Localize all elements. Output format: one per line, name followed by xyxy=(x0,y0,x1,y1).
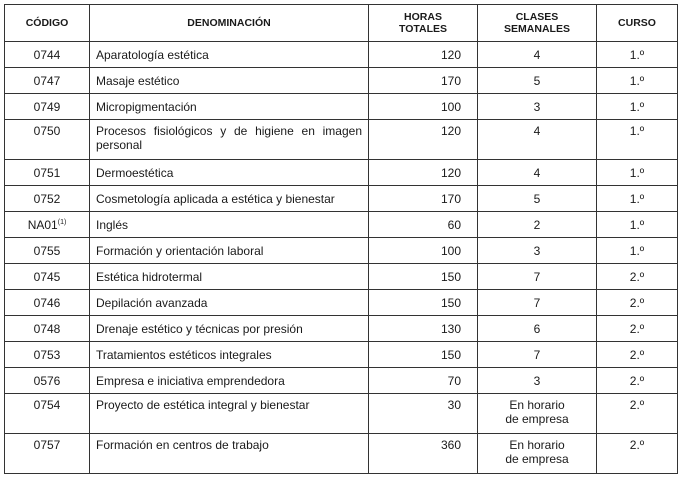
cell-curso: 2.º xyxy=(597,264,678,290)
table-row xyxy=(5,212,678,238)
cell-horas: 120 xyxy=(369,120,478,160)
cell-horas: 170 xyxy=(369,186,478,212)
cell-horas: 70 xyxy=(369,368,478,394)
cell-curso: 1.º xyxy=(597,42,678,68)
cell-codigo: 0750 xyxy=(5,120,90,160)
cell-horas: 60 xyxy=(369,212,478,238)
cell-curso: 1.º xyxy=(597,120,678,160)
table-row xyxy=(5,68,678,94)
cell-codigo: 0754 xyxy=(5,394,90,434)
cell-denominacion: Micropigmentación xyxy=(90,94,369,120)
header-codigo: CÓDIGO xyxy=(5,5,90,42)
cell-horas: 150 xyxy=(369,342,478,368)
cell-horas: 30 xyxy=(369,394,478,434)
cell-denominacion: Inglés xyxy=(90,212,369,238)
table-row xyxy=(5,186,678,212)
header-denominacion: DENOMINACIÓN xyxy=(90,5,369,42)
cell-horas: 170 xyxy=(369,68,478,94)
cell-curso: 2.º xyxy=(597,316,678,342)
cell-curso: 1.º xyxy=(597,68,678,94)
cell-denominacion: Depilación avanzada xyxy=(90,290,369,316)
cell-denominacion: Formación en centros de trabajo xyxy=(90,434,369,474)
cell-denominacion: Empresa e iniciativa emprendedora xyxy=(90,368,369,394)
cell-curso: 2.º xyxy=(597,290,678,316)
cell-denominacion: Estética hidrotermal xyxy=(90,264,369,290)
cell-clases: 3 xyxy=(478,238,597,264)
cell-denominacion: Proyecto de estética integral y bienestar xyxy=(90,394,369,434)
table-row xyxy=(5,238,678,264)
table-row xyxy=(5,94,678,120)
table-row xyxy=(5,120,678,160)
cell-horas: 100 xyxy=(369,94,478,120)
cell-clases: 4 xyxy=(478,42,597,68)
table-row xyxy=(5,290,678,316)
cell-codigo: 0757 xyxy=(5,434,90,474)
cell-denominacion: Tratamientos estéticos integrales xyxy=(90,342,369,368)
cell-codigo: 0746 xyxy=(5,290,90,316)
cell-horas: 120 xyxy=(369,42,478,68)
header-clases-line2: SEMANALES xyxy=(504,23,570,35)
cell-denominacion: Procesos fisiológicos y de higiene en imagen personal xyxy=(90,120,369,160)
cell-codigo xyxy=(5,212,90,238)
cell-codigo-text: NA01 xyxy=(27,217,58,232)
table-row xyxy=(5,342,678,368)
cell-curso: 2.º xyxy=(597,394,678,434)
cell-clases: 7 xyxy=(478,264,597,290)
cell-denominacion: Masaje estético xyxy=(90,68,369,94)
table-row xyxy=(5,368,678,394)
cell-curso: 1.º xyxy=(597,94,678,120)
cell-clases: 3 xyxy=(478,94,597,120)
footnote-marker: (1) xyxy=(57,218,67,226)
cell-codigo: 0747 xyxy=(5,68,90,94)
cell-clases xyxy=(478,434,597,474)
cell-clases-line1: En horario xyxy=(509,398,565,412)
header-curso: CURSO xyxy=(597,5,678,42)
cell-clases: 2 xyxy=(478,212,597,238)
cell-codigo: 0749 xyxy=(5,94,90,120)
table-row xyxy=(5,394,678,434)
cell-horas: 150 xyxy=(369,290,478,316)
cell-horas: 130 xyxy=(369,316,478,342)
modules-table xyxy=(4,4,678,474)
cell-clases: 4 xyxy=(478,160,597,186)
cell-horas: 100 xyxy=(369,238,478,264)
cell-curso: 2.º xyxy=(597,342,678,368)
cell-codigo: 0753 xyxy=(5,342,90,368)
cell-clases-line2: de empresa xyxy=(505,452,569,466)
cell-clases: 6 xyxy=(478,316,597,342)
table-row xyxy=(5,42,678,68)
cell-curso: 1.º xyxy=(597,238,678,264)
cell-clases-line1: En horario xyxy=(509,438,565,452)
cell-curso: 1.º xyxy=(597,186,678,212)
cell-codigo: 0752 xyxy=(5,186,90,212)
header-clases-semanales xyxy=(478,5,597,42)
cell-clases: 7 xyxy=(478,290,597,316)
cell-curso: 2.º xyxy=(597,368,678,394)
cell-clases-line2: de empresa xyxy=(505,412,569,426)
table-row xyxy=(5,160,678,186)
table-row xyxy=(5,264,678,290)
cell-codigo: 0748 xyxy=(5,316,90,342)
cell-codigo: 0744 xyxy=(5,42,90,68)
header-horas-totales xyxy=(369,5,478,42)
table-row xyxy=(5,434,678,474)
cell-denominacion: Aparatología estética xyxy=(90,42,369,68)
cell-denominacion: Formación y orientación laboral xyxy=(90,238,369,264)
header-clases-line1: CLASES xyxy=(515,11,559,23)
cell-denominacion: Cosmetología aplicada a estética y bienestar xyxy=(90,186,369,212)
cell-horas: 120 xyxy=(369,160,478,186)
cell-codigo: 0745 xyxy=(5,264,90,290)
header-horas-line2: TOTALES xyxy=(398,23,448,35)
cell-codigo: 0755 xyxy=(5,238,90,264)
cell-horas: 150 xyxy=(369,264,478,290)
cell-clases: 5 xyxy=(478,186,597,212)
cell-denominacion: Dermoestética xyxy=(90,160,369,186)
cell-clases: 7 xyxy=(478,342,597,368)
cell-curso: 1.º xyxy=(597,160,678,186)
cell-clases xyxy=(478,394,597,434)
cell-curso: 2.º xyxy=(597,434,678,474)
table-row xyxy=(5,316,678,342)
cell-horas: 360 xyxy=(369,434,478,474)
cell-codigo: 0576 xyxy=(5,368,90,394)
header-row xyxy=(5,5,678,42)
cell-codigo: 0751 xyxy=(5,160,90,186)
header-horas-line1: HORAS xyxy=(404,11,442,23)
cell-clases: 4 xyxy=(478,120,597,160)
cell-denominacion: Drenaje estético y técnicas por presión xyxy=(90,316,369,342)
cell-clases: 5 xyxy=(478,68,597,94)
cell-curso: 1.º xyxy=(597,212,678,238)
cell-clases: 3 xyxy=(478,368,597,394)
